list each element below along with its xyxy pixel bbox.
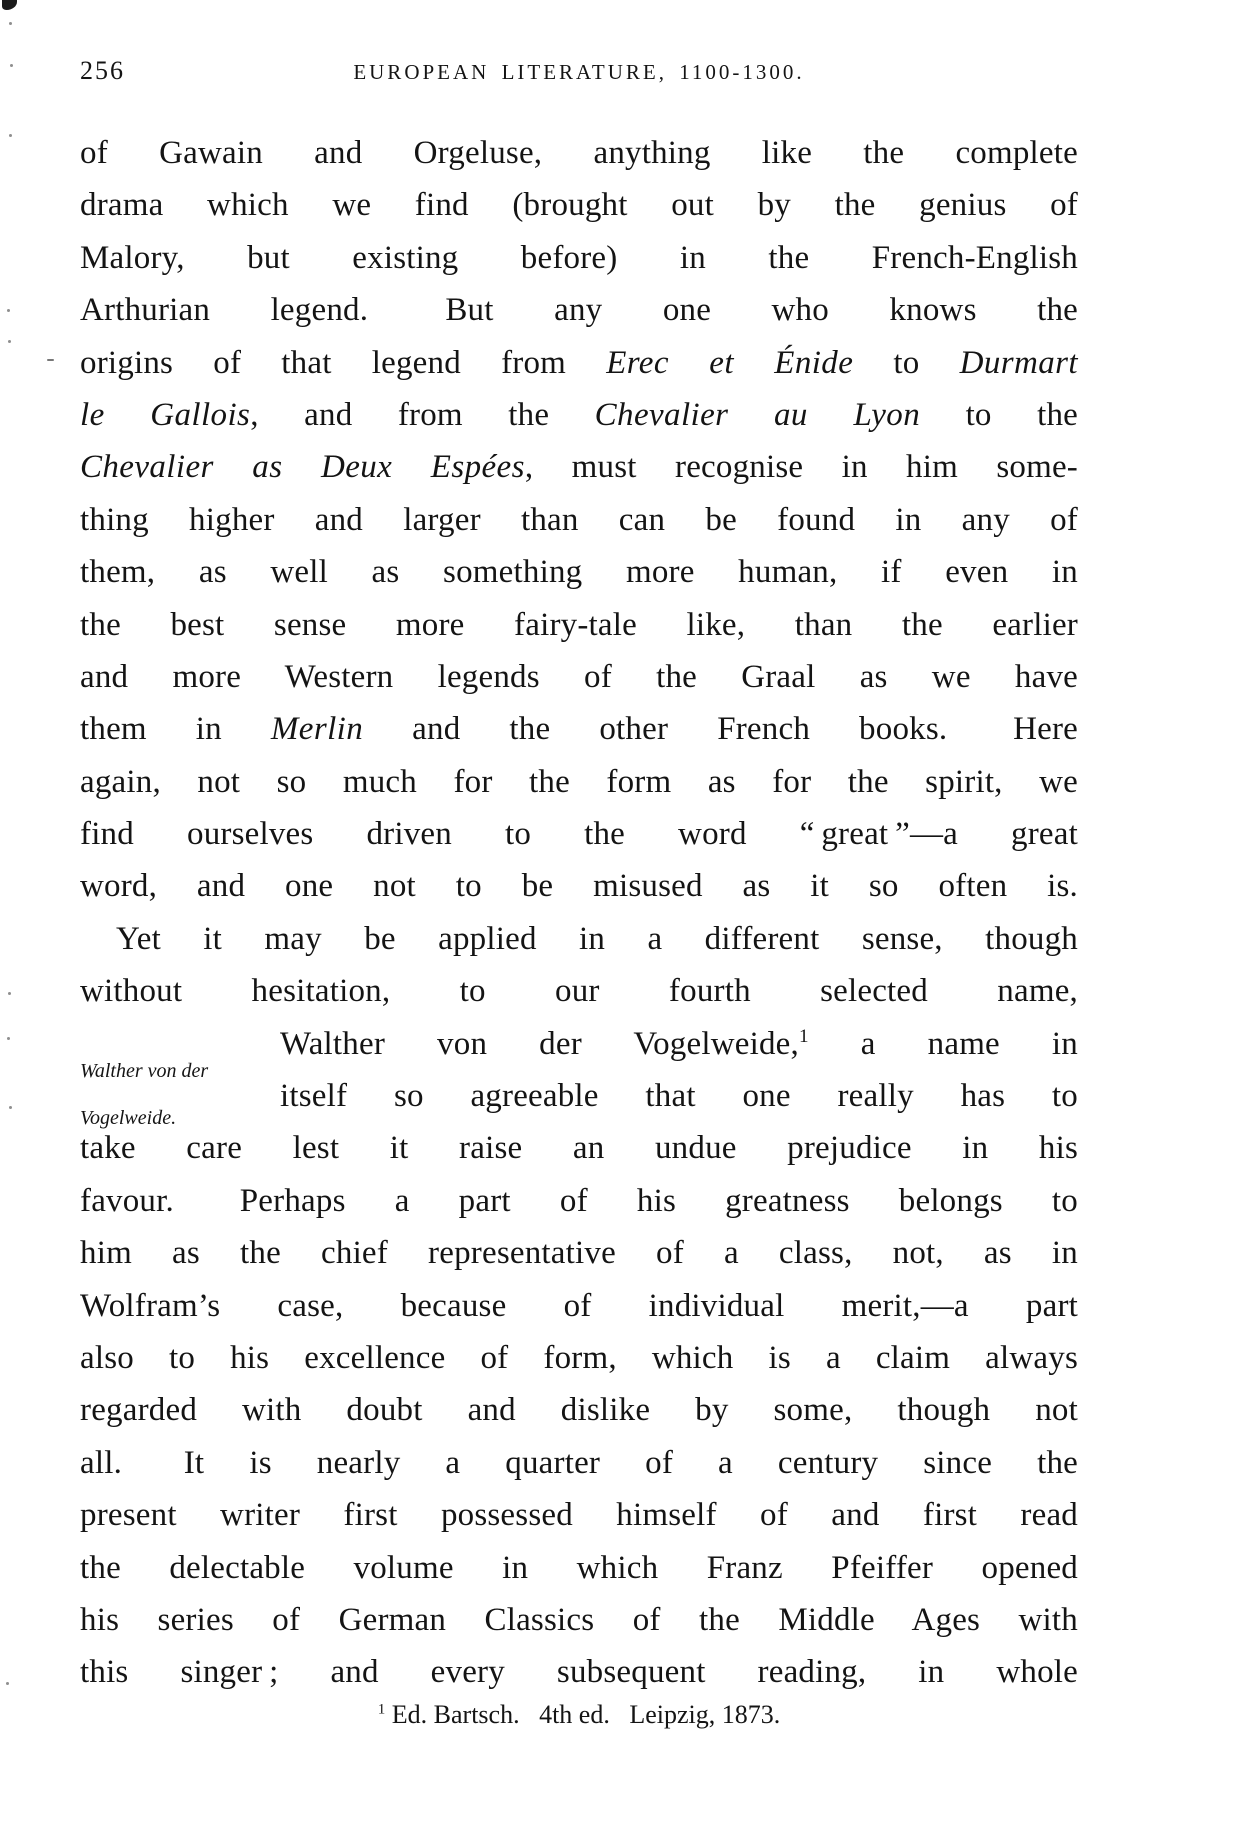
- body-line: origins of that legend from Erec et Énide to Durmart: [80, 344, 1078, 381]
- body-line: also to his excellence of form, which is a claim always: [80, 1339, 1078, 1376]
- scan-speck: [9, 22, 12, 25]
- body-line: thing higher and larger than can be found in any of: [80, 501, 1078, 538]
- scan-corner-mark: [2, 0, 17, 10]
- sidenote-line: Walther von der: [80, 1060, 209, 1082]
- body-line: word, and one not to be misused as it so often is.: [80, 868, 1078, 905]
- scan-speck: [8, 340, 11, 343]
- scan-speck: [7, 1037, 10, 1040]
- body-line: them, as well as something more human, if even in: [80, 554, 1078, 591]
- body-line: Chevalier as Deux Espées, must recognise in him some-: [80, 449, 1078, 486]
- body-line: itself so agreeable that one really has to: [280, 1078, 1078, 1115]
- body-line: of Gawain and Orgeluse, anything like the complete: [80, 135, 1078, 171]
- footnote: [80, 1700, 1078, 1730]
- scan-speck: [10, 64, 13, 67]
- body-line: drama which we find (brought out by the genius of: [80, 187, 1078, 224]
- body-line: the delectable volume in which Franz Pfeiffer opened: [80, 1549, 1078, 1586]
- footnote-marker: 1: [377, 1701, 386, 1718]
- body-line: Wolfram’s case, because of individual merit,—a part: [80, 1287, 1078, 1324]
- scan-speck: [7, 309, 10, 312]
- sidenote: [80, 1048, 272, 1142]
- scan-speck: [9, 134, 12, 137]
- body-line: him as the chief representative of a class, not, as in: [80, 1235, 1078, 1272]
- body-line: them in Merlin and the other French books. Here: [80, 711, 1078, 748]
- scan-speck: [47, 359, 54, 361]
- scan-speck: [8, 992, 11, 995]
- body-line: Arthurian legend. But any one who knows the: [80, 292, 1078, 329]
- body-line: all. It is nearly a quarter of a century since the: [80, 1444, 1078, 1481]
- body-line: without hesitation, to our fourth selected name,: [80, 973, 1078, 1010]
- body-line: Yet it may be applied in a different sense, though: [116, 920, 1078, 957]
- body-line: present writer first possessed himself of and first read: [80, 1497, 1078, 1534]
- body-line: le Gallois, and from the Chevalier au Lyon to the: [80, 396, 1079, 433]
- footnote-text: Ed. Bartsch. 4th ed. Leipzig, 1873.: [385, 1700, 781, 1729]
- scan-speck: [6, 1682, 9, 1685]
- body-line: Malory, but existing before) in the French-English: [80, 239, 1078, 276]
- body-line: the best sense more fairy-tale like, than the earlier: [80, 606, 1078, 643]
- body-text: [80, 127, 1078, 1699]
- body-line: his series of German Classics of the Middle Ages with: [80, 1601, 1078, 1638]
- body-line: take care lest it raise an undue prejudice in his: [80, 1130, 1078, 1167]
- body-line: and more Western legends of the Graal as we have: [80, 658, 1078, 695]
- page-number: 256: [80, 56, 125, 85]
- body-line: again, not so much for the form as for the spirit, we: [80, 763, 1078, 800]
- sidenote-line: Vogelweide.: [80, 1107, 177, 1129]
- body-line: find ourselves driven to the word “ great ”—a great: [80, 816, 1078, 853]
- running-title: EUROPEAN LITERATURE, 1100-1300.: [353, 60, 805, 84]
- scan-speck: [9, 1106, 12, 1109]
- body-line: this singer ; and every subsequent reading, in whole: [80, 1654, 1078, 1691]
- body-line: Walther von der Vogelweide,$^1$ a name in: [280, 1025, 1078, 1062]
- body-line: favour. Perhaps a part of his greatness belongs to: [80, 1182, 1078, 1219]
- body-line: regarded with doubt and dislike by some, though not: [80, 1392, 1078, 1429]
